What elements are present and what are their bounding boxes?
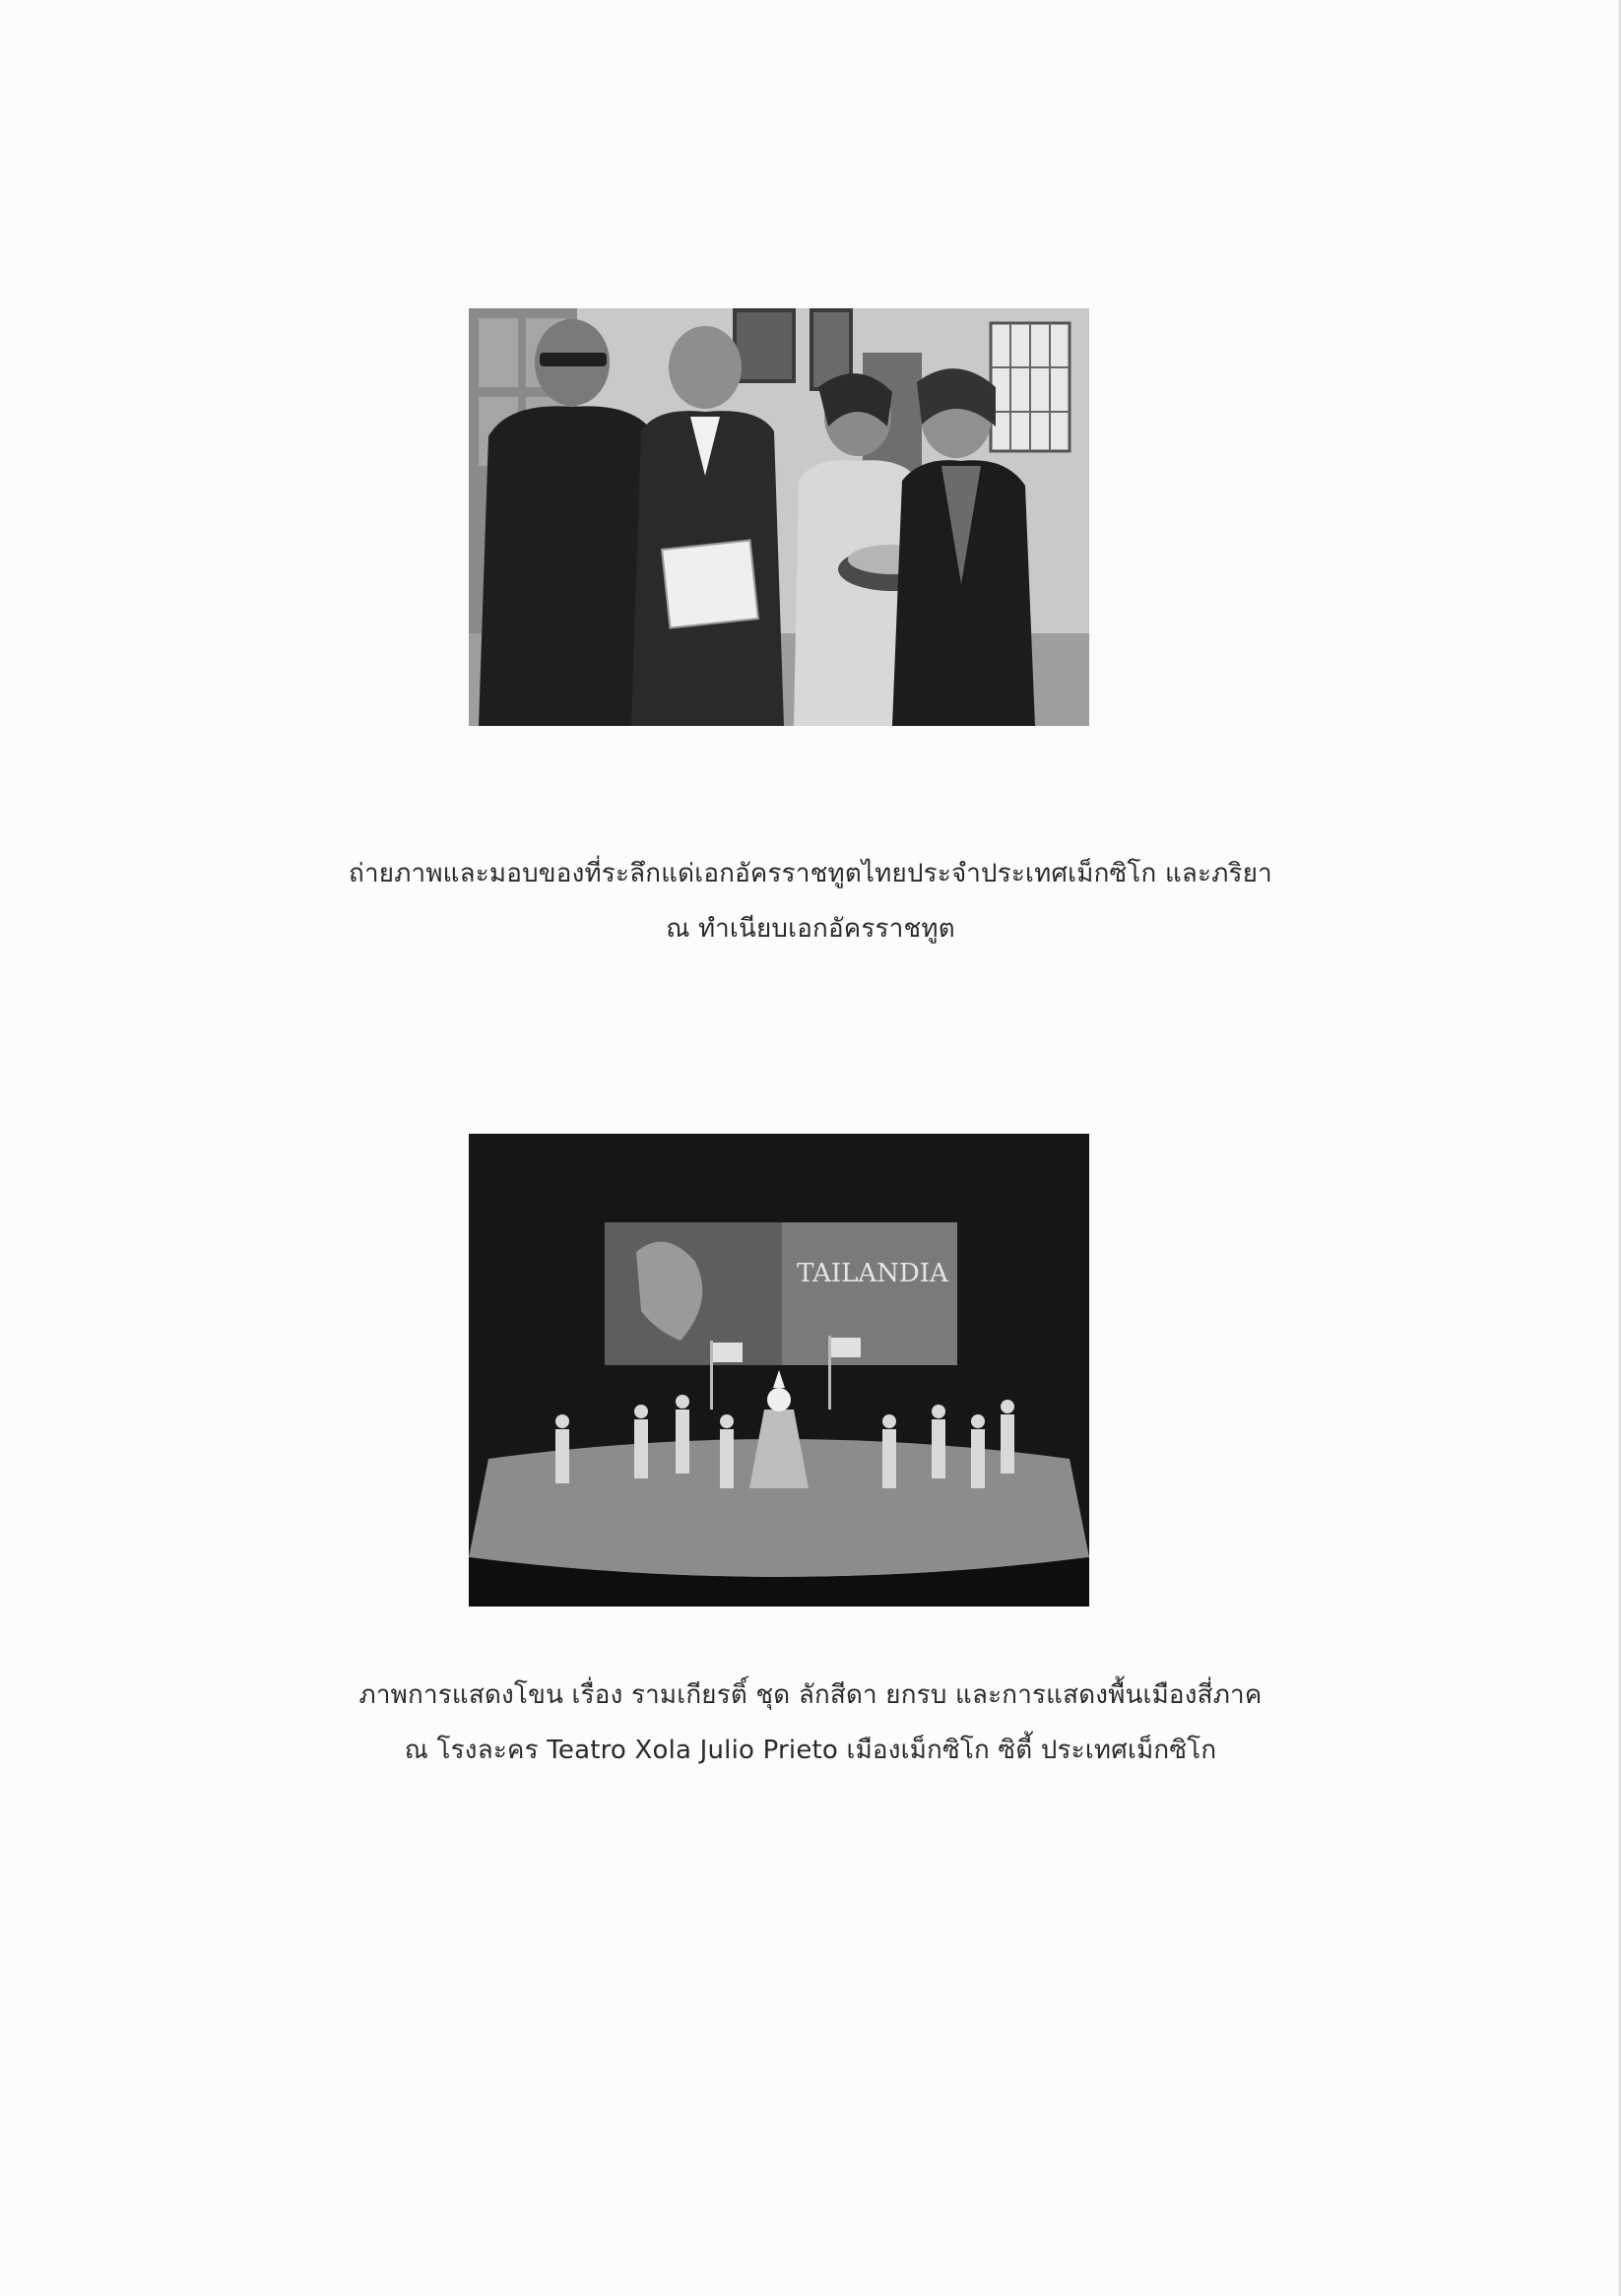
ambassador-photo-caption-line-2: ณ ทำเนียบเอกอัครราชทูต bbox=[666, 914, 955, 944]
ambassador-group-photo bbox=[469, 308, 1089, 726]
stage-performance-photo bbox=[469, 1134, 1089, 1607]
stage-photo-caption-line-1: ภาพการแสดงโขน เรื่อง รามเกียรติ์ ชุด ลักสีดา ยกรบ และการแสดงพื้นเมืองสี่ภาค bbox=[358, 1680, 1263, 1710]
ambassador-photo-caption-line-1: ถ่ายภาพและมอบของที่ระลึกแด่เอกอัครราชทูตไทยประจำประเทศเม็กซิโก และภริยา bbox=[349, 859, 1272, 888]
stage-banner-text: TAILANDIA bbox=[797, 1259, 948, 1288]
stage-performance-photo-drawing bbox=[469, 1134, 1089, 1607]
ambassador-group-photo-drawing bbox=[469, 308, 1089, 726]
stage-photo-caption-line-2: ณ โรงละคร Teatro Xola Julio Prieto เมืองเม็กซิโก ซิตี้ ประเทศเม็กซิโก bbox=[404, 1736, 1217, 1765]
